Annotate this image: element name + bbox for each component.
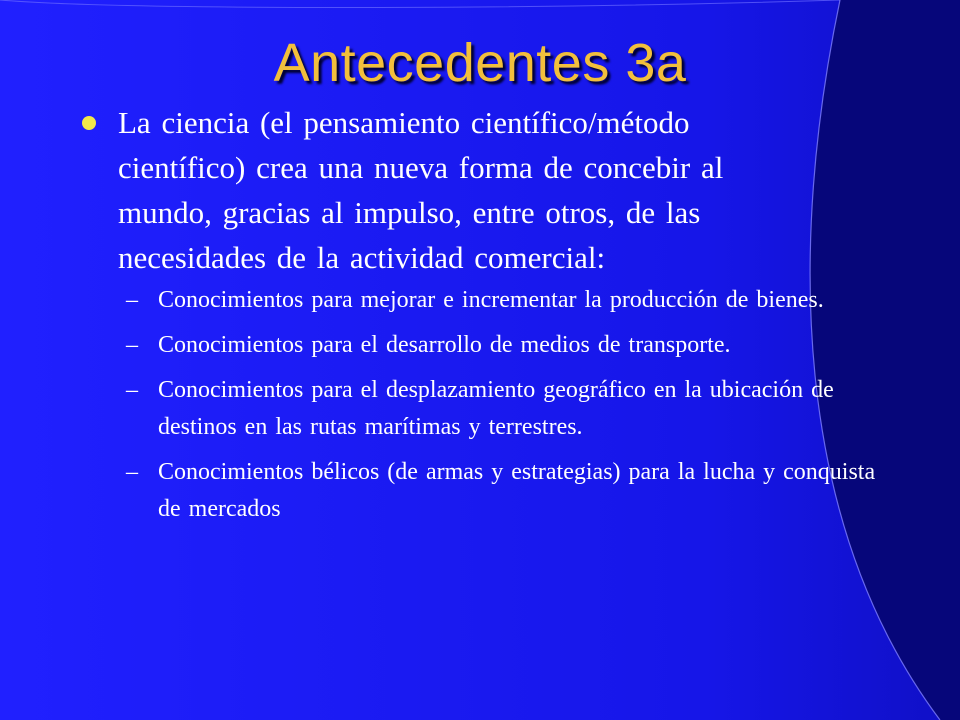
sub-bullet-text: Conocimientos bélicos (de armas y estrategias) para la lucha y conquista de mercados <box>158 459 876 522</box>
sub-bullet-list <box>126 282 886 536</box>
sub-bullet-text: Conocimientos para el desarrollo de medios de transporte. <box>158 332 731 358</box>
dash-marker: – <box>126 377 138 403</box>
sub-bullet-item <box>126 454 886 528</box>
dash-marker: – <box>126 459 138 485</box>
dash-marker: – <box>126 332 138 358</box>
sub-bullet-text: Conocimientos para el desplazamiento geográfico en la ubicación de destinos en las rutas marítimas y terrestres. <box>158 377 834 440</box>
slide-title: Antecedentes 3a <box>273 33 687 93</box>
bullet-dot-icon <box>82 116 96 130</box>
sub-bullet-item <box>126 372 886 446</box>
main-bullet <box>84 100 824 280</box>
sub-bullet-text: Conocimientos para mejorar e incrementar la producción de bienes. <box>158 287 824 313</box>
dash-marker: – <box>126 287 138 313</box>
main-bullet-text: La ciencia (el pensamiento científico/método científico) crea una nueva forma de concebir al mundo, gracias al impulso, entre otros, de las necesidades de la actividad comercial: <box>118 105 724 275</box>
sub-bullet-item <box>126 282 886 319</box>
sub-bullet-item <box>126 327 886 364</box>
